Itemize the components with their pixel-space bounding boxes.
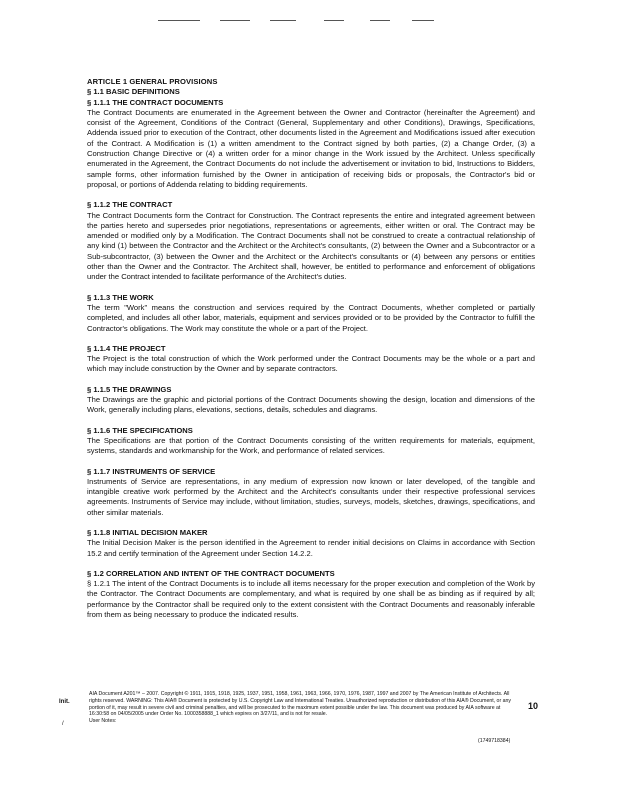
section-heading: § 1.1.1 THE CONTRACT DOCUMENTS xyxy=(87,97,224,107)
section-heading: § 1.1.3 THE WORK xyxy=(87,292,154,302)
section-body: The Specifications are that portion of the Contract Documents consisting of the written requirements for materials, equipment, systems, standards and workmanship for the Work, and performance of related services. xyxy=(87,435,535,456)
page-number: 10 xyxy=(528,701,539,711)
document-body xyxy=(87,77,535,620)
article-heading: ARTICLE 1 GENERAL PROVISIONS xyxy=(87,77,218,86)
section-heading: § 1.1.7 INSTRUMENTS OF SERVICE xyxy=(87,466,216,476)
section xyxy=(87,293,535,334)
section xyxy=(87,98,535,191)
header-rule xyxy=(220,20,250,21)
section-heading: § 1.1.8 INITIAL DECISION MAKER xyxy=(87,527,208,537)
initials-mark: / xyxy=(62,721,64,727)
header-rule xyxy=(324,20,344,21)
section xyxy=(87,385,535,416)
section xyxy=(87,569,535,620)
document-id: (1749718384) xyxy=(478,738,511,744)
section-body: The Project is the total construction of which the Work performed under the Contract Documents may be the whole or a part and which may include construction by the Owner and by separate contractors. xyxy=(87,354,535,374)
section-heading: § 1.1.4 THE PROJECT xyxy=(87,343,166,353)
section-body: The Contract Documents form the Contract for Construction. The Contract represents the entire and integrated agreement between the parties hereto and supersedes prior negotiations, representations or agreements, either written or oral. The Contract may be amended or modified only by a Modification. The Contract Documents shall not be construed to create a contractual relationship of any kind (1) between the Contractor and the Architect or the Architect's consultants, (2) between the Owner and a Subcontractor or a Sub-subcontractor, (3) between the Owner and the Architect or the Architect's consultants or (4) between any persons or entities other than the Owner and the Contractor. The Architect shall, however, be entitled to performance and enforcement of obligations under the Contract intended to facilitate performance of the Architect's duties. xyxy=(87,210,535,282)
initials-label: Init. xyxy=(59,699,70,705)
section-body: The Drawings are the graphic and pictorial portions of the Contract Documents showing the design, location and dimensions of the Work, generally including plans, elevations, sections, details, schedules and diagrams. xyxy=(87,395,535,415)
header-rules xyxy=(158,20,458,24)
copyright-text: AIA Document A201™ – 2007. Copyright © 1911, 1915, 1918, 1925, 1937, 1951, 1958, 1961, 1963, 1966, 1970, 1976, 1987, 1997 and 2007 by The American Institute of Architects. All rights reserved. WARNING: This AIA® Document is protected by U.S. Copyright Law and International Treaties. Unauthorized reproduction or distribution of this AIA® Document, or any portion of it, may result in severe civil and criminal penalties, and will be prosecuted to the maximum extent possible under the law. This document was produced by AIA software at 16:30:58 on 04/05/2005 under Order No. 1000358888_1 which expires on 3/27/11, and is not for resale. xyxy=(89,691,511,718)
user-notes-label: User Notes: xyxy=(89,718,117,725)
header-rule xyxy=(158,20,200,21)
header-rule xyxy=(412,20,434,21)
section xyxy=(87,528,535,559)
section xyxy=(87,467,535,518)
header-rule xyxy=(370,20,390,21)
section-heading: § 1.1.2 THE CONTRACT xyxy=(87,200,173,210)
section-heading: § 1.1 BASIC DEFINITIONS xyxy=(87,87,180,97)
section-heading: § 1.1.5 THE DRAWINGS xyxy=(87,384,172,394)
section-body: The term "Work" means the construction and services required by the Contract Documents, whether completed or partially completed, and includes all other labor, materials, equipment and services provided or to be provided by the Contractor to fulfill the Contractor's obligations. The Work may constitute the whole or a part of the Project. xyxy=(87,302,535,333)
page-footer xyxy=(0,691,618,751)
section xyxy=(87,344,535,375)
section-body: The Initial Decision Maker is the person identified in the Agreement to render initial decisions on Claims in accordance with Section 15.2 and certify termination of the Agreement under Section 14.2.2. xyxy=(87,538,535,558)
section xyxy=(87,426,535,457)
section-heading: § 1.1.6 THE SPECIFICATIONS xyxy=(87,425,193,435)
section xyxy=(87,200,535,282)
section-heading: § 1.2 CORRELATION AND INTENT OF THE CONTRACT DOCUMENTS xyxy=(87,568,335,578)
header-rule xyxy=(270,20,296,21)
copyright-notice xyxy=(89,691,521,725)
section xyxy=(87,87,535,97)
section-body: Instruments of Service are representations, in any medium of expression now known or later developed, of the tangible and intangible creative work performed by the Architect and the Architect's consultants under their respective professional services agreements. Instruments of Service may include, without limitation, studies, surveys, models, sketches, drawings, specifications, and other similar materials. xyxy=(87,476,535,517)
section-body: The Contract Documents are enumerated in the Agreement between the Owner and Contractor (hereinafter the Agreement) and consist of the Agreement, Conditions of the Contract (General, Supplementary and other Conditions), Drawings, Specifications, Addenda issued prior to execution of the Contract, other documents listed in the Agreement and Modifications issued after execution of the Contract. A Modification is (1) a written amendment to the Contract signed by both parties, (2) a Change Order, (3) a Construction Change Directive or (4) a written order for a minor change in the Work issued by the Architect. Unless specifically enumerated in the Agreement, the Contract Documents do not include the advertisement or invitation to bid, Instructions to Bidders, sample forms, other information furnished by the Owner in anticipation of receiving bids or proposals, the Contractor's bid or proposal, or portions of Addenda relating to bidding requirements. xyxy=(87,107,535,189)
section-body: § 1.2.1 The intent of the Contract Documents is to include all items necessary for the proper execution and completion of the Work by the Contractor. The Contract Documents are complementary, and what is required by one shall be as binding as if required by all; performance by the Contractor shall be required only to the extent consistent with the Contract Documents and reasonably inferable from them as being necessary to produce the indicated results. xyxy=(87,579,535,620)
